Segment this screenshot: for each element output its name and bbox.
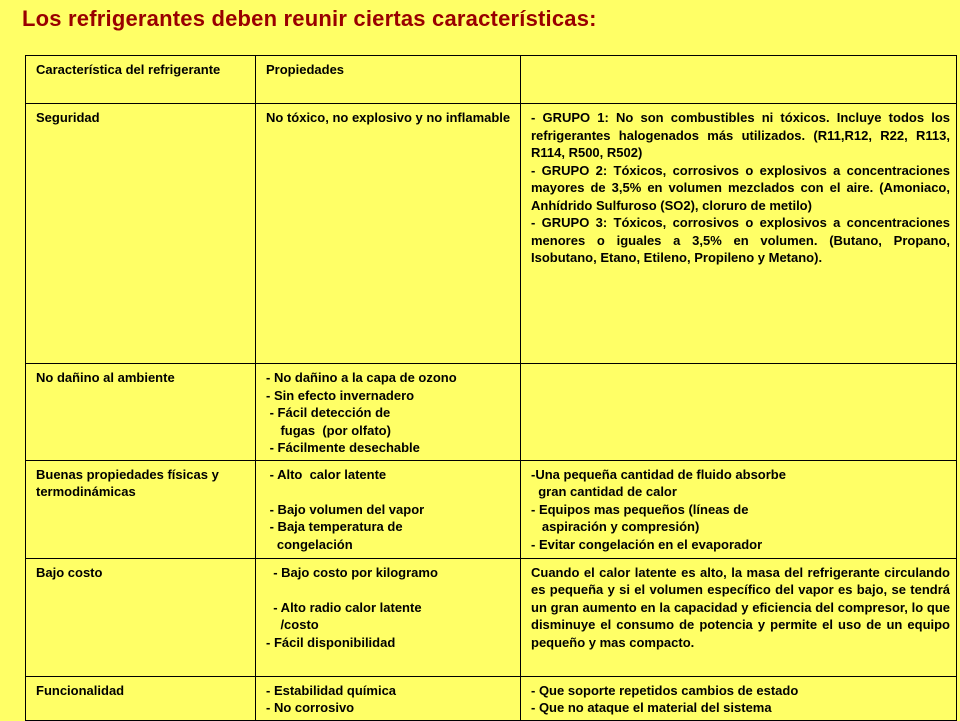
table-row — [26, 104, 957, 364]
property-line: - Alto radio calor latente — [266, 599, 422, 615]
header-details — [521, 56, 957, 104]
property-line: - Bajo costo por kilogramo — [266, 564, 438, 580]
detail-line: - Que no ataque el material del sistema — [531, 700, 772, 715]
row-details — [521, 364, 957, 461]
detail-paragraph: - GRUPO 2: Tóxicos, corrosivos o explosivos a concentraciones mayores de 3,5% en volumen mezclados con el aire. (Amoniaco, Anhídrido Sulfuroso (SO2), cloruro de metilo) — [531, 162, 950, 213]
property-line: - Fácilmente desechable — [266, 440, 420, 455]
detail-line: - Equipos mas pequeños (líneas de — [531, 501, 749, 517]
row-characteristic: Seguridad — [26, 104, 256, 364]
property-line — [266, 581, 514, 599]
row-characteristic: No dañino al ambiente — [26, 364, 256, 461]
row-characteristic: Bajo costo — [26, 558, 256, 676]
row-characteristic: Buenas propiedades físicas y termodinámicas — [26, 460, 256, 558]
property-line — [266, 483, 514, 501]
detail-line: - Que soporte repetidos cambios de estado — [531, 682, 799, 698]
detail-line: aspiración y compresión) — [531, 519, 700, 534]
property-line: No tóxico, no explosivo y no inflamable — [266, 110, 511, 125]
table-row — [26, 558, 957, 676]
row-details — [521, 558, 957, 676]
header-characteristic: Característica del refrigerante — [26, 56, 256, 104]
property-line: /costo — [266, 617, 319, 632]
table-header-row — [26, 56, 957, 104]
detail-paragraph: - GRUPO 1: No son combustibles ni tóxicos. Incluye todos los refrigerantes halogenados más utilizados. (R11,R12, R22, R113, R114, R500, R502) — [531, 110, 950, 160]
detail-line: - Evitar congelación en el evaporador — [531, 536, 763, 552]
detail-paragraph: - GRUPO 3: Tóxicos, corrosivos o explosivos a concentraciones menores o iguales a 3,5% en volumen. (Butano, Propano, Isobutano, Etano, Etileno, Propileno y Metano). — [531, 215, 950, 265]
detail-paragraph: Cuando el calor latente es alto, la masa del refrigerante circulando es pequeña y si el volumen específico del vapor es bajo, se tendrá un gran aumento en la capacidad y eficiencia del compresor, lo que disminuye el consumo de potencia y permite el uso de un equipo pequeño y mas compacto. — [531, 564, 950, 650]
property-line: - Fácil disponibilidad — [266, 634, 396, 650]
table-row — [26, 364, 957, 461]
row-characteristic: Funcionalidad — [26, 676, 256, 720]
property-line: - Alto calor latente — [266, 466, 387, 482]
property-line: congelación — [266, 536, 353, 552]
property-line: - Baja temperatura de — [266, 519, 403, 534]
detail-line: gran cantidad de calor — [531, 484, 677, 499]
detail-line: -Una pequeña cantidad de fluido absorbe — [531, 466, 786, 482]
table-row — [26, 460, 957, 558]
row-properties — [256, 460, 521, 558]
row-details — [521, 104, 957, 364]
property-line: fugas (por olfato) — [266, 422, 391, 438]
row-properties — [256, 104, 521, 364]
refrigerant-properties-table — [25, 55, 957, 721]
row-properties — [256, 558, 521, 676]
table-row — [26, 676, 957, 720]
row-details — [521, 676, 957, 720]
property-line: - Fácil detección de — [266, 405, 391, 420]
slide-title: Los refrigerantes deben reunir ciertas características: — [22, 6, 597, 31]
property-line: - No dañino a la capa de ozono — [266, 370, 457, 385]
row-properties — [256, 364, 521, 461]
property-line: - Estabilidad química — [266, 682, 397, 698]
row-details — [521, 460, 957, 558]
header-properties: Propiedades — [256, 56, 521, 104]
property-line: - Bajo volumen del vapor — [266, 501, 425, 517]
property-line: - Sin efecto invernadero — [266, 387, 415, 403]
row-properties — [256, 676, 521, 720]
property-line: - No corrosivo — [266, 700, 355, 715]
